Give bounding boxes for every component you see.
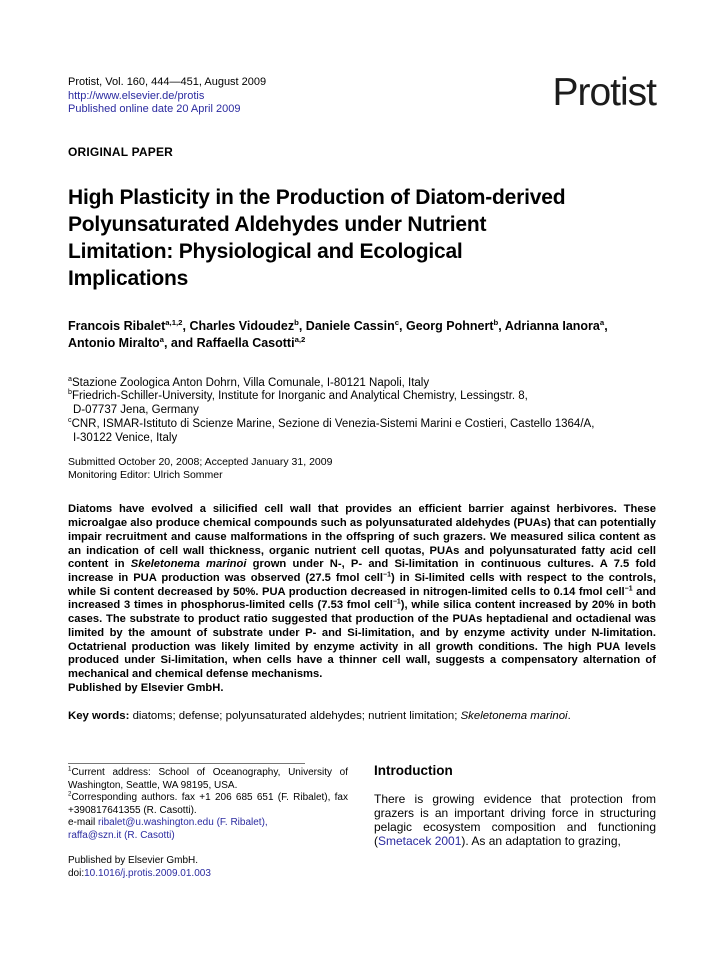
monitoring-editor-line: Monitoring Editor: Ulrich Sommer (68, 469, 223, 482)
text-segment: Francois Ribalet (68, 318, 166, 333)
text-segment: doi: (68, 867, 85, 879)
superscript: a (599, 317, 605, 327)
affiliation-c (68, 418, 656, 432)
inline-link[interactable]: (R. Casotti) (121, 829, 175, 841)
text-segment: , and Raffaella Casotti (163, 335, 295, 350)
abstract-publisher-line: Published by Elsevier GmbH. (68, 681, 224, 694)
text-segment: Skeletonema marinoi (460, 710, 568, 723)
inline-link[interactable]: (F. Ribalet), (213, 817, 268, 829)
author-line-1 (68, 318, 656, 335)
abstract-text (68, 503, 656, 681)
doi-line (68, 868, 348, 881)
text-segment: ). As an adaptation to grazing, (461, 833, 621, 848)
text-segment: D-07737 Jena, Germany (73, 404, 199, 417)
footnote-corresponding-authors (68, 792, 348, 817)
footnote-divider (68, 763, 305, 764)
text-segment: , Adrianna Ianora (498, 318, 600, 333)
superscript: a,2 (294, 334, 306, 344)
text-segment: grown under N-, P- and Si-limitation in continuous cultures. A 7.5 fold increase in PUA production was observed (27.5 fmol cell (68, 558, 656, 584)
citation-block (68, 76, 266, 117)
inline-link[interactable]: raffa@szn.it (68, 829, 122, 841)
text-segment: Stazione Zoologica Anton Dohrn, Villa Comunale, I-80121 Napoli, Italy (71, 376, 430, 389)
text-segment: Corresponding authors. fax +1 206 685 651 (F. Ribalet), fax +390817641355 (R. Casotti). (68, 792, 348, 816)
text-segment: Key words: (68, 710, 133, 723)
text-segment: Diatoms have evolved a silicified cell wall that provides an efficient barrier against herbivores. These microalgae also produce chemical compounds such as polyunsaturated aldehydes (PUAs) that can potentially impair recruitment and cause malformations in the offspring of such grazers. We measured silica content as an indication of cell wall thickness, organic nutrient cell quotas, PUAs and polyunsaturated fatty acid cell content in (68, 503, 656, 571)
section-label: ORIGINAL PAPER (68, 144, 174, 159)
title-line-3: Limitation: Physiological and Ecological (68, 239, 463, 263)
text-segment: Current address: School of Oceanography, University of Washington, Seattle, WA 98195, USA. (68, 767, 348, 791)
superscript: −1 (392, 598, 401, 606)
superscript: −1 (624, 584, 633, 592)
text-segment: e-mail (68, 817, 99, 829)
two-column-section (68, 763, 656, 880)
text-segment: I-30122 Venice, Italy (73, 431, 178, 444)
text-segment: , Georg Pohnert (399, 318, 494, 333)
text-segment: , Daniele Cassin (298, 318, 395, 333)
title-line-1: High Plasticity in the Production of Diatom-derived (68, 185, 566, 209)
superscript: b (294, 317, 299, 327)
submission-info (68, 456, 656, 482)
publisher-note: Published by Elsevier GmbH. (68, 855, 199, 867)
introduction-heading: Introduction (374, 763, 453, 779)
affiliation-a (68, 374, 656, 391)
keywords-line (68, 709, 656, 723)
journal-url-link[interactable]: http://www.elsevier.de/protis (68, 89, 205, 102)
text-segment: , (604, 318, 608, 333)
footnote-current-address (68, 767, 348, 792)
superscript: c (394, 317, 400, 327)
footnote-email-1 (68, 817, 348, 830)
superscript: 1 (68, 766, 72, 773)
footnotes-column (68, 763, 348, 880)
superscript: a,1,2 (165, 317, 183, 327)
inline-link[interactable]: Smetacek 2001 (378, 833, 462, 848)
text-segment: ), while silica content increased by 20% in both cases. The substrate to product ratio suggested that production of the PUAs heptadienal and octadienal was limited by the amount of substrate under P- and Si-limitation, and by enzyme activity under N-limitation. Octatrienal production was likely limited by enzyme activity in all growth conditions. The high PUA levels produced under Si-limitation, when cells have a thinner cell wall, suggests a compensatory alternation of mechanical and chemical defense mechanisms. (68, 599, 656, 680)
journal-logo: Protist (552, 71, 656, 114)
introduction-paragraph (374, 793, 656, 848)
superscript: 2 (68, 791, 72, 798)
published-online-date: Published online date 20 April 2009 (68, 103, 241, 115)
text-segment: , Charles Vidoudez (182, 318, 295, 333)
submitted-accepted-line: Submitted October 20, 2008; Accepted January 31, 2009 (68, 456, 333, 469)
text-segment: Skeletonema marinoi (130, 558, 247, 571)
text-segment: diatoms; defense; polyunsaturated aldehydes; nutrient limitation; (132, 710, 461, 723)
affiliation-b-continued (68, 404, 656, 418)
article-title (68, 184, 656, 292)
superscript: b (68, 388, 72, 397)
text-segment: There is growing evidence that protection from grazers is an important driving force in structuring pelagic ecosystem composition and functioning ( (374, 792, 656, 848)
affiliations (68, 374, 656, 446)
page-header (68, 71, 656, 117)
footnote-email-2 (68, 830, 348, 843)
affiliation-b (68, 390, 656, 404)
affiliation-c-continued (68, 432, 656, 446)
superscript: b (493, 317, 499, 327)
superscript: a (159, 334, 164, 344)
text-segment: Antonio Miralto (68, 335, 160, 350)
inline-link[interactable]: ribalet@u.washington.edu (98, 817, 214, 829)
introduction-column (374, 763, 656, 880)
journal-citation: Protist, Vol. 160, 444—451, August 2009 (68, 76, 267, 88)
inline-link[interactable]: 10.1016/j.protis.2009.01.003 (84, 867, 211, 879)
superscript: a (68, 374, 72, 383)
superscript: −1 (383, 571, 391, 579)
author-list (68, 318, 656, 352)
text-segment: Friedrich-Schiller-University, Institute for Inorganic and Analytical Chemistry, Lessingstr. 8, (71, 390, 528, 403)
text-segment: and increased 3 times in phosphorus-limited cells (7.53 fmol cell (68, 585, 656, 612)
text-segment: ) in Si-limited cells with respect to the controls, while Si content decreased by 50%. PUA production decreased in nitrogen-limited cells to 0.14 fmol cell (68, 572, 656, 598)
title-line-2: Polyunsaturated Aldehydes under Nutrient (68, 212, 487, 236)
text-segment: CNR, ISMAR-Istituto di Scienze Marine, Sezione di Venezia-Sistemi Marini e Costieri, Castello 1364/A, (71, 417, 595, 430)
author-line-2 (68, 335, 656, 352)
text-segment: . (567, 710, 571, 723)
superscript: c (68, 416, 72, 425)
title-line-4: Implications (68, 266, 189, 290)
